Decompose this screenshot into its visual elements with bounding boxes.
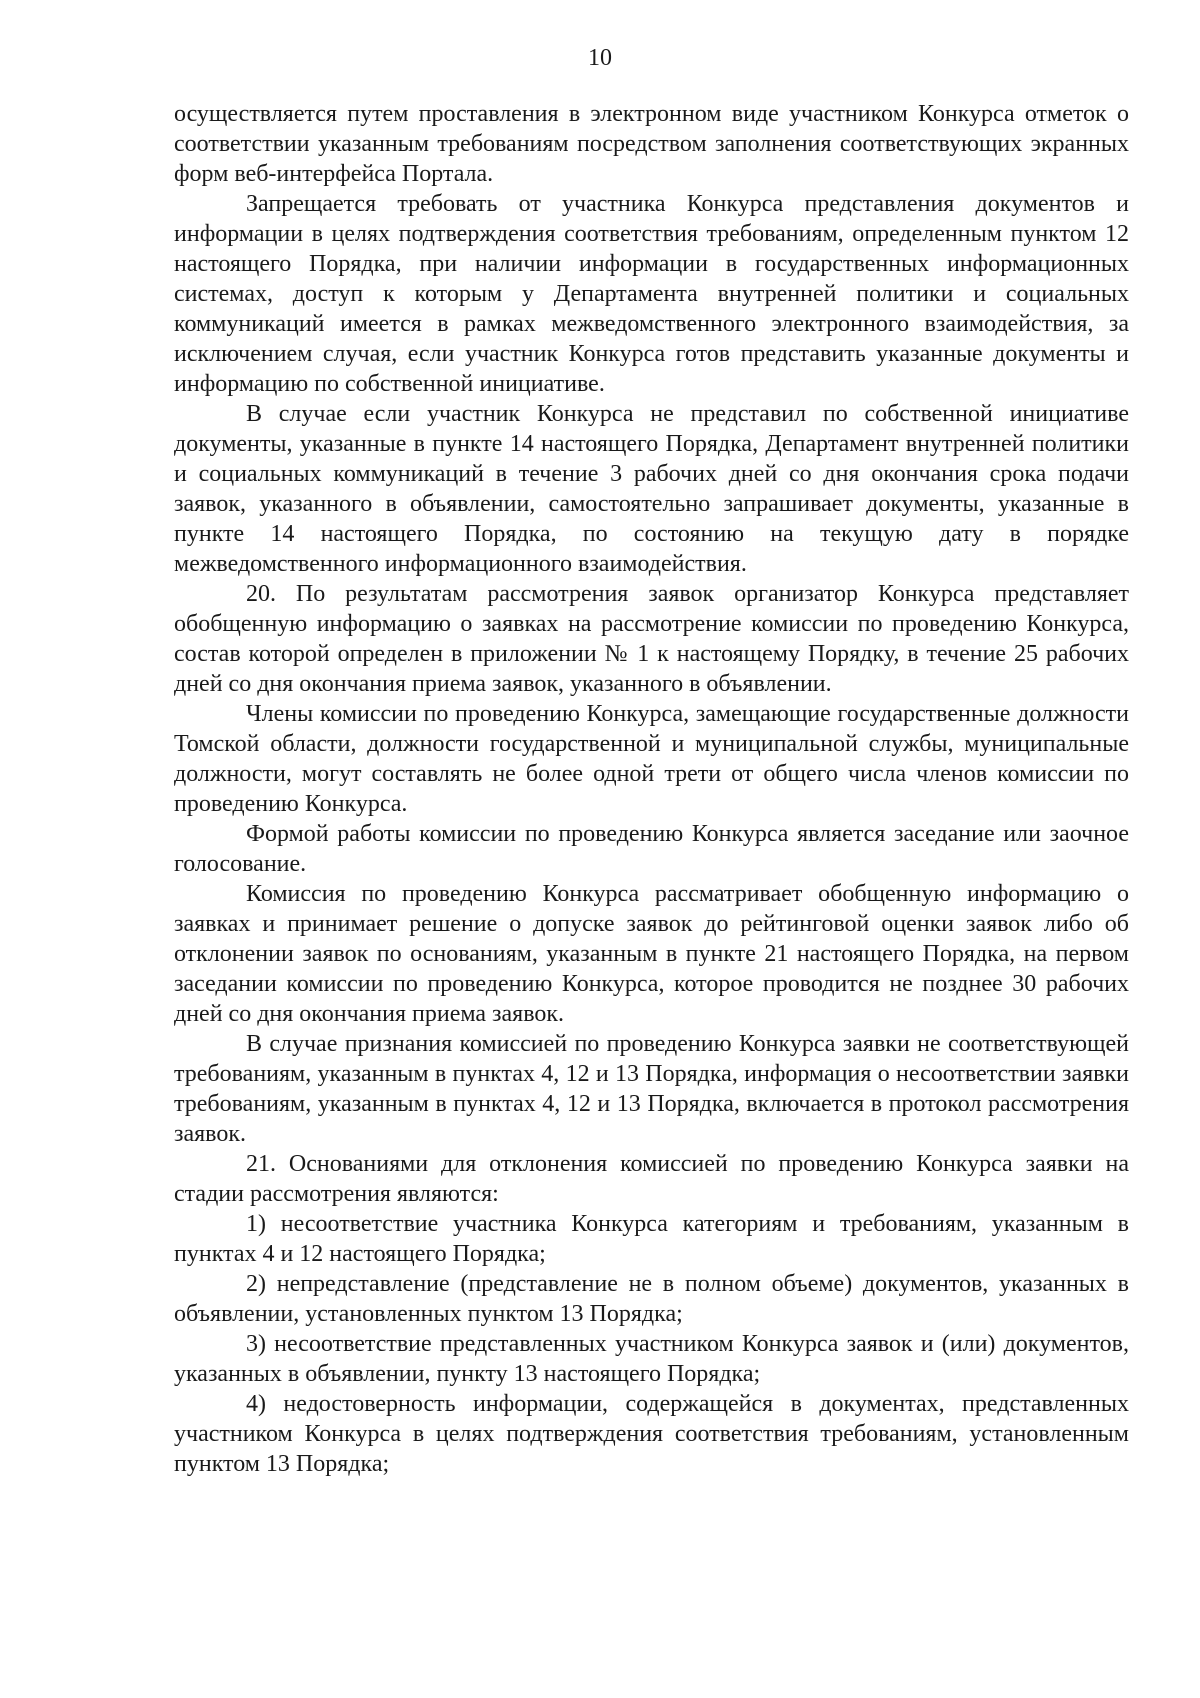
paragraph-document-request-ban: Запрещается требовать от участника Конкурса представления документов и информации в целях подтверждения соответствия требованиям, определенным пунктом 12 настоящего Порядка, при наличии информации в государственных информационных системах, доступ к которым у Департамента внутренней политики и социальных коммуникаций имеется в рамках межведомственного электронного взаимодействия, за исключением случая, если участник Конкурса готов представить указанные документы и информацию по собственной инициативе. [174,191,1129,397]
list-item-rejection-1: 1) несоответствие участника Конкурса категориям и требованиям, указанным в пунктах 4 и 12 настоящего Порядка; [174,1211,1129,1267]
paragraph-clause-20: 20. По результатам рассмотрения заявок организатор Конкурса представляет обобщенную информацию о заявках на рассмотрение комиссии по проведению Конкурса, состав которой определен в приложении № 1 к настоящему Порядку, в течение 25 рабочих дней со дня окончания приема заявок, указанного в объявлении. [174,581,1129,697]
paragraph-continuation: осуществляется путем проставления в электронном виде участником Конкурса отметок о соответствии указанным требованиям посредством заполнения соответствующих экранных форм веб-интерфейса Портала. [174,101,1129,187]
paragraph-interagency-request: В случае если участник Конкурса не представил по собственной инициативе документы, указанные в пункте 14 настоящего Порядка, Департамент внутренней политики и социальных коммуникаций в течение 3 рабочих дней со дня окончания срока подачи заявок, указанного в объявлении, самостоятельно запрашивает документы, указанные в пункте 14 настоящего Порядка, по состоянию на текущую дату в порядке межведомственного информационного взаимодействия. [174,401,1129,577]
list-item-rejection-4: 4) недостоверность информации, содержащейся в документах, представленных участником Конкурса в целях подтверждения соответствия требованиям, установленным пунктом 13 Порядка; [174,1391,1129,1477]
paragraph-nonconformity-protocol: В случае признания комиссией по проведению Конкурса заявки не соответствующей требованиям, указанным в пунктах 4, 12 и 13 Порядка, информация о несоответствии заявки требованиям, указанным в пунктах 4, 12 и 13 Порядка, включается в протокол рассмотрения заявок. [174,1031,1129,1147]
paragraph-clause-21: 21. Основаниями для отклонения комиссией по проведению Конкурса заявки на стадии рассмотрения являются: [174,1151,1129,1207]
paragraph-commission-work-form: Формой работы комиссии по проведению Конкурса является заседание или заочное голосование. [174,821,1129,877]
paragraph-commission-members: Члены комиссии по проведению Конкурса, замещающие государственные должности Томской области, должности государственной и муниципальной службы, муниципальные должности, могут составлять не более одной трети от общего числа членов комиссии по проведению Конкурса. [174,701,1129,817]
document-body [174,99,1129,1479]
paragraph-commission-review: Комиссия по проведению Конкурса рассматривает обобщенную информацию о заявках и принимает решение о допуске заявок до рейтинговой оценки заявок либо об отклонении заявок по основаниям, указанным в пункте 21 настоящего Порядка, на первом заседании комиссии по проведению Конкурса, которое проводится не позднее 30 рабочих дней со дня окончания приема заявок. [174,881,1129,1027]
list-item-rejection-2: 2) непредставление (представление не в полном объеме) документов, указанных в объявлении, установленных пунктом 13 Порядка; [174,1271,1129,1327]
page-number: 10 [588,45,612,71]
list-item-rejection-3: 3) несоответствие представленных участником Конкурса заявок и (или) документов, указанных в объявлении, пункту 13 настоящего Порядка; [174,1331,1129,1387]
